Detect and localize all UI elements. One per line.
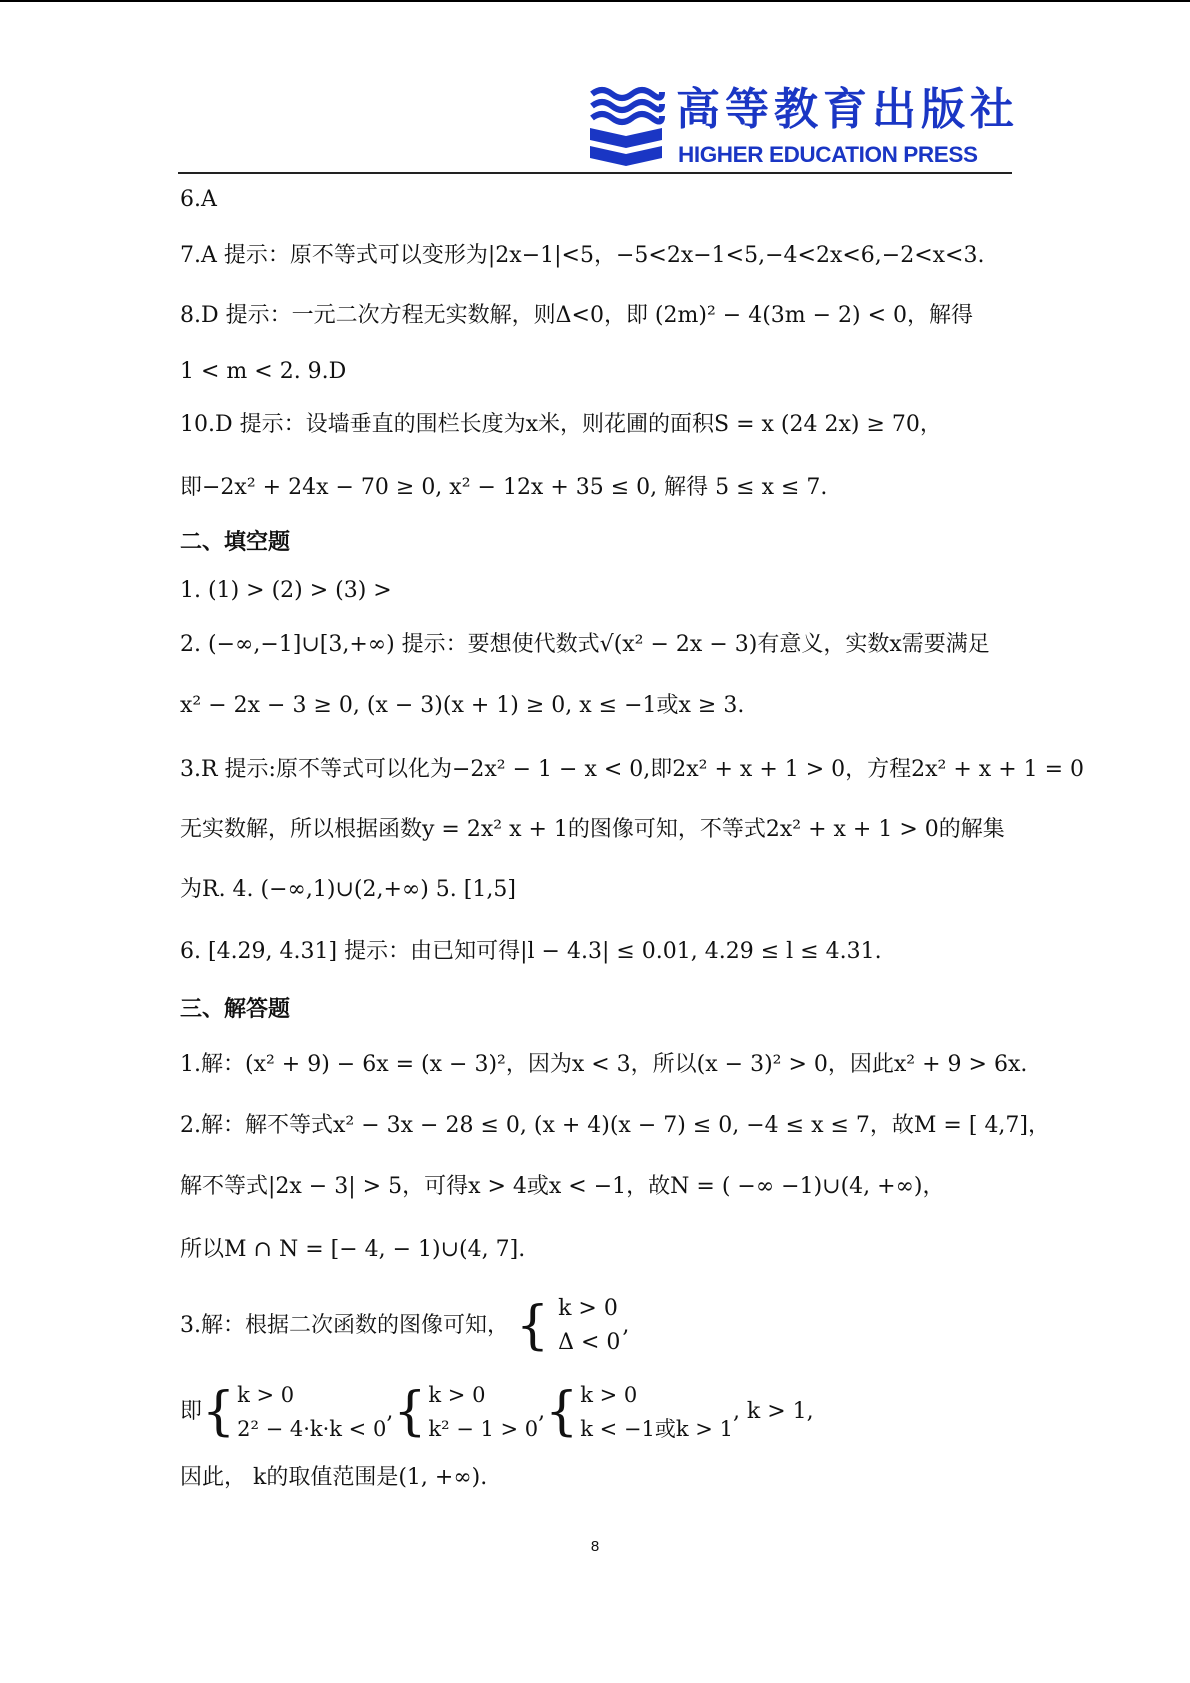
- equation-system: [558, 1292, 620, 1360]
- header-rule: [178, 172, 1012, 174]
- system-row: 2² − 4·k·k < 0: [237, 1417, 387, 1441]
- publisher-logo: [586, 84, 1019, 170]
- brace-glyph: {: [393, 1382, 427, 1442]
- hep-wave-book-logo-icon: [586, 84, 666, 168]
- answer-line: 所以M ∩ N = [− 4, − 1)∪(4, 7].: [180, 1237, 526, 1262]
- answer-line-with-system: [180, 1286, 629, 1366]
- answer-line: x² − 2x − 3 ≥ 0, (x − 3)(x + 1) ≥ 0, x ≤ −1或x ≥ 3.: [180, 693, 745, 718]
- answer-line: 7.A 提示：原不等式可以变形为|2x−1|<5，−5<2x−1<5,−4<2x<6,−2<x<3.: [180, 243, 985, 268]
- section-heading: 二、填空题: [180, 529, 291, 555]
- answer-line: 无实数解，所以根据函数y = 2x² x + 1的图像可知，不等式2x² + x + 1 > 0的解集: [180, 817, 1005, 842]
- brace-glyph: {: [545, 1382, 579, 1442]
- answer-line: 因此， k的取值范围是(1, +∞).: [180, 1465, 488, 1490]
- system-row: Δ < 0: [558, 1330, 621, 1355]
- answer-line: 即−2x² + 24x − 70 ≥ 0, x² − 12x + 35 ≤ 0, 解得 5 ≤ x ≤ 7.: [180, 475, 828, 500]
- system-separator: ,: [386, 1399, 394, 1424]
- system-separator: ,: [538, 1399, 546, 1424]
- answer-line: 1 < m < 2. 9.D: [180, 359, 347, 384]
- answer-line: 2. (−∞,−1]∪[3,+∞) 提示：要想使代数式√(x² − 2x − 3)有意义，实数x需要满足: [180, 632, 990, 657]
- section-heading: 三、解答题: [180, 996, 291, 1022]
- top-border: [0, 0, 1190, 2]
- answer-line: 10.D 提示：设墙垂直的围栏长度为x米，则花圃的面积S = x (24 2x) ≥ 70，: [180, 412, 942, 437]
- answer-line-with-systems: [180, 1372, 814, 1452]
- answer-line: 8.D 提示：一元二次方程无实数解，则Δ<0，即 (2m)² − 4(3m − 2) < 0，解得: [180, 303, 974, 328]
- answer-text: 即: [180, 1399, 203, 1424]
- answer-line: 1. (1) > (2) > (3) >: [180, 578, 392, 603]
- answer-line: 2.解：解不等式x² − 3x − 28 ≤ 0, (x + 4)(x − 7) ≤ 0, −4 ≤ x ≤ 7，故M = [ 4,7]，: [180, 1113, 1051, 1138]
- equation-system: [580, 1378, 733, 1446]
- equation-system: [428, 1378, 538, 1446]
- system-row: k > 0: [580, 1383, 638, 1407]
- system-row: k² − 1 > 0: [428, 1417, 539, 1441]
- answer-line: 6. [4.29, 4.31] 提示：由已知可得|l − 4.3| ≤ 0.01, 4.29 ≤ l ≤ 4.31.: [180, 939, 882, 964]
- answer-line: 解不等式|2x − 3| > 5，可得x > 4或x < −1，故N = ( −∞ −1)∪(4, +∞)，: [180, 1174, 945, 1199]
- page-number: 8: [590, 1538, 600, 1555]
- system-tail: ,: [622, 1313, 630, 1338]
- answer-line: 6.A: [180, 187, 217, 212]
- system-row: k > 0: [237, 1383, 295, 1407]
- brace-glyph: {: [202, 1382, 236, 1442]
- answer-line: 3.R 提示:原不等式可以化为−2x² − 1 − x < 0,即2x² + x + 1 > 0，方程2x² + x + 1 = 0: [180, 757, 1085, 782]
- publisher-name-en: HIGHER EDUCATION PRESS: [678, 142, 978, 167]
- publisher-name-cn: 高等教育出版社: [676, 84, 1019, 135]
- system-row: k > 0: [558, 1296, 618, 1321]
- system-row: k < −1或k > 1: [580, 1417, 733, 1441]
- brace-glyph: {: [516, 1296, 550, 1356]
- answer-line: 1.解：(x² + 9) − 6x = (x − 3)²，因为x < 3，所以(x − 3)² > 0，因此x² + 9 > 6x.: [180, 1052, 1028, 1077]
- answer-line: 为R. 4. (−∞,1)∪(2,+∞) 5. [1,5]: [180, 877, 516, 902]
- system-row: k > 0: [428, 1383, 486, 1407]
- answer-text: 3.解：根据二次函数的图像可知，: [180, 1313, 509, 1338]
- system-tail: , k > 1,: [732, 1399, 814, 1424]
- equation-system: [237, 1378, 386, 1446]
